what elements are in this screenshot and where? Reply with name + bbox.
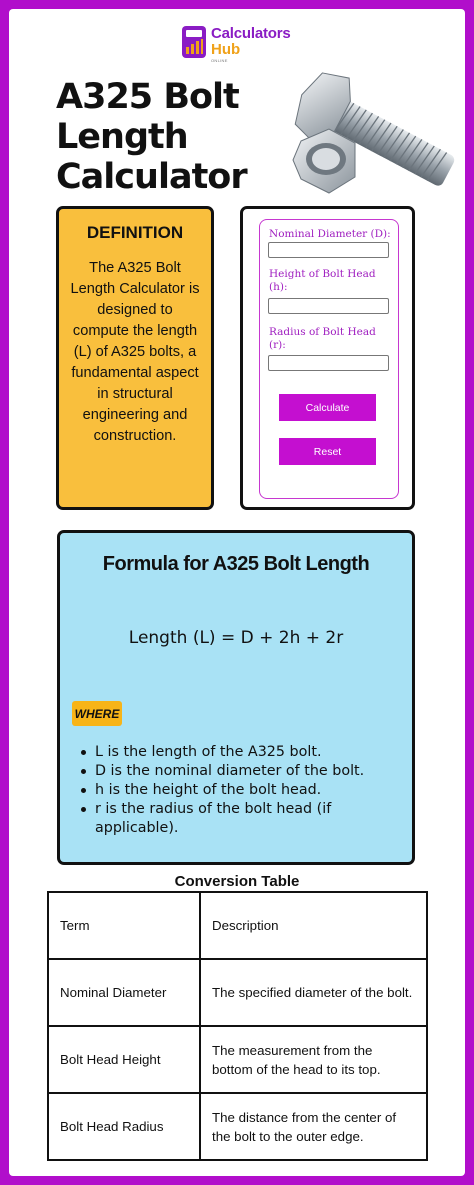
table-cell-term: Bolt Head Radius — [48, 1093, 200, 1160]
table-row — [48, 1093, 427, 1160]
page-title: A325 Bolt Length Calculator — [56, 77, 247, 197]
list-item: r is the radius of the bolt head (if applicable). — [79, 800, 399, 838]
definition-panel — [56, 206, 214, 510]
reset-button[interactable]: Reset — [279, 438, 376, 465]
table-title: Conversion Table — [174, 873, 300, 890]
list-item: L is the length of the A325 bolt. — [79, 743, 399, 762]
formula-equation: Length (L) = D + 2h + 2r — [128, 628, 344, 648]
bolt-head-radius-input[interactable] — [268, 355, 389, 371]
nominal-diameter-input[interactable] — [268, 242, 389, 258]
table-row — [48, 959, 427, 1026]
bolt-head-radius-label: Radius of Bolt Head (r): — [269, 326, 376, 351]
where-badge: WHERE — [72, 701, 122, 726]
logo-tagline: ONLINE — [211, 58, 228, 63]
calculator-panel — [240, 206, 415, 510]
bolt-and-nut-illustration — [271, 65, 463, 205]
table-cell-description: The measurement from the bottom of the head to its top. — [200, 1026, 427, 1093]
definition-heading: DEFINITION — [86, 223, 184, 242]
calculators-hub-logo[interactable] — [181, 23, 301, 69]
calculate-button[interactable]: Calculate — [279, 394, 376, 421]
logo-word-hub: Hub — [211, 41, 241, 58]
bolt-head-height-label: Height of Bolt Head (h): — [269, 268, 376, 293]
conversion-table — [47, 891, 428, 1161]
logo-word-calculators: Calculators — [211, 25, 291, 42]
definition-text: The A325 Bolt Length Calculator is designed to compute the length (L) of A325 bolts, a fundamental aspect in structural engineering and construction. — [70, 260, 200, 444]
infographic-page — [9, 9, 465, 1176]
table-cell-description: The specified diameter of the bolt. — [200, 959, 427, 1026]
list-item: D is the nominal diameter of the bolt. — [79, 762, 399, 781]
variable-list — [79, 743, 399, 838]
calculator-bars-icon — [181, 25, 207, 59]
calculator-form — [259, 219, 399, 499]
header-description: Description — [200, 892, 427, 959]
formula-title: Formula for A325 Bolt Length — [102, 553, 370, 575]
header-term: Term — [48, 892, 200, 959]
nominal-diameter-label: Nominal Diameter (D): — [269, 228, 391, 240]
table-row — [48, 1026, 427, 1093]
table-cell-description: The distance from the center of the bolt to the outer edge. — [200, 1093, 427, 1160]
table-cell-term: Bolt Head Height — [48, 1026, 200, 1093]
table-header-row — [48, 892, 427, 959]
bolt-head-height-input[interactable] — [268, 298, 389, 314]
formula-panel — [57, 530, 415, 865]
list-item: h is the height of the bolt head. — [79, 781, 399, 800]
table-cell-term: Nominal Diameter — [48, 959, 200, 1026]
